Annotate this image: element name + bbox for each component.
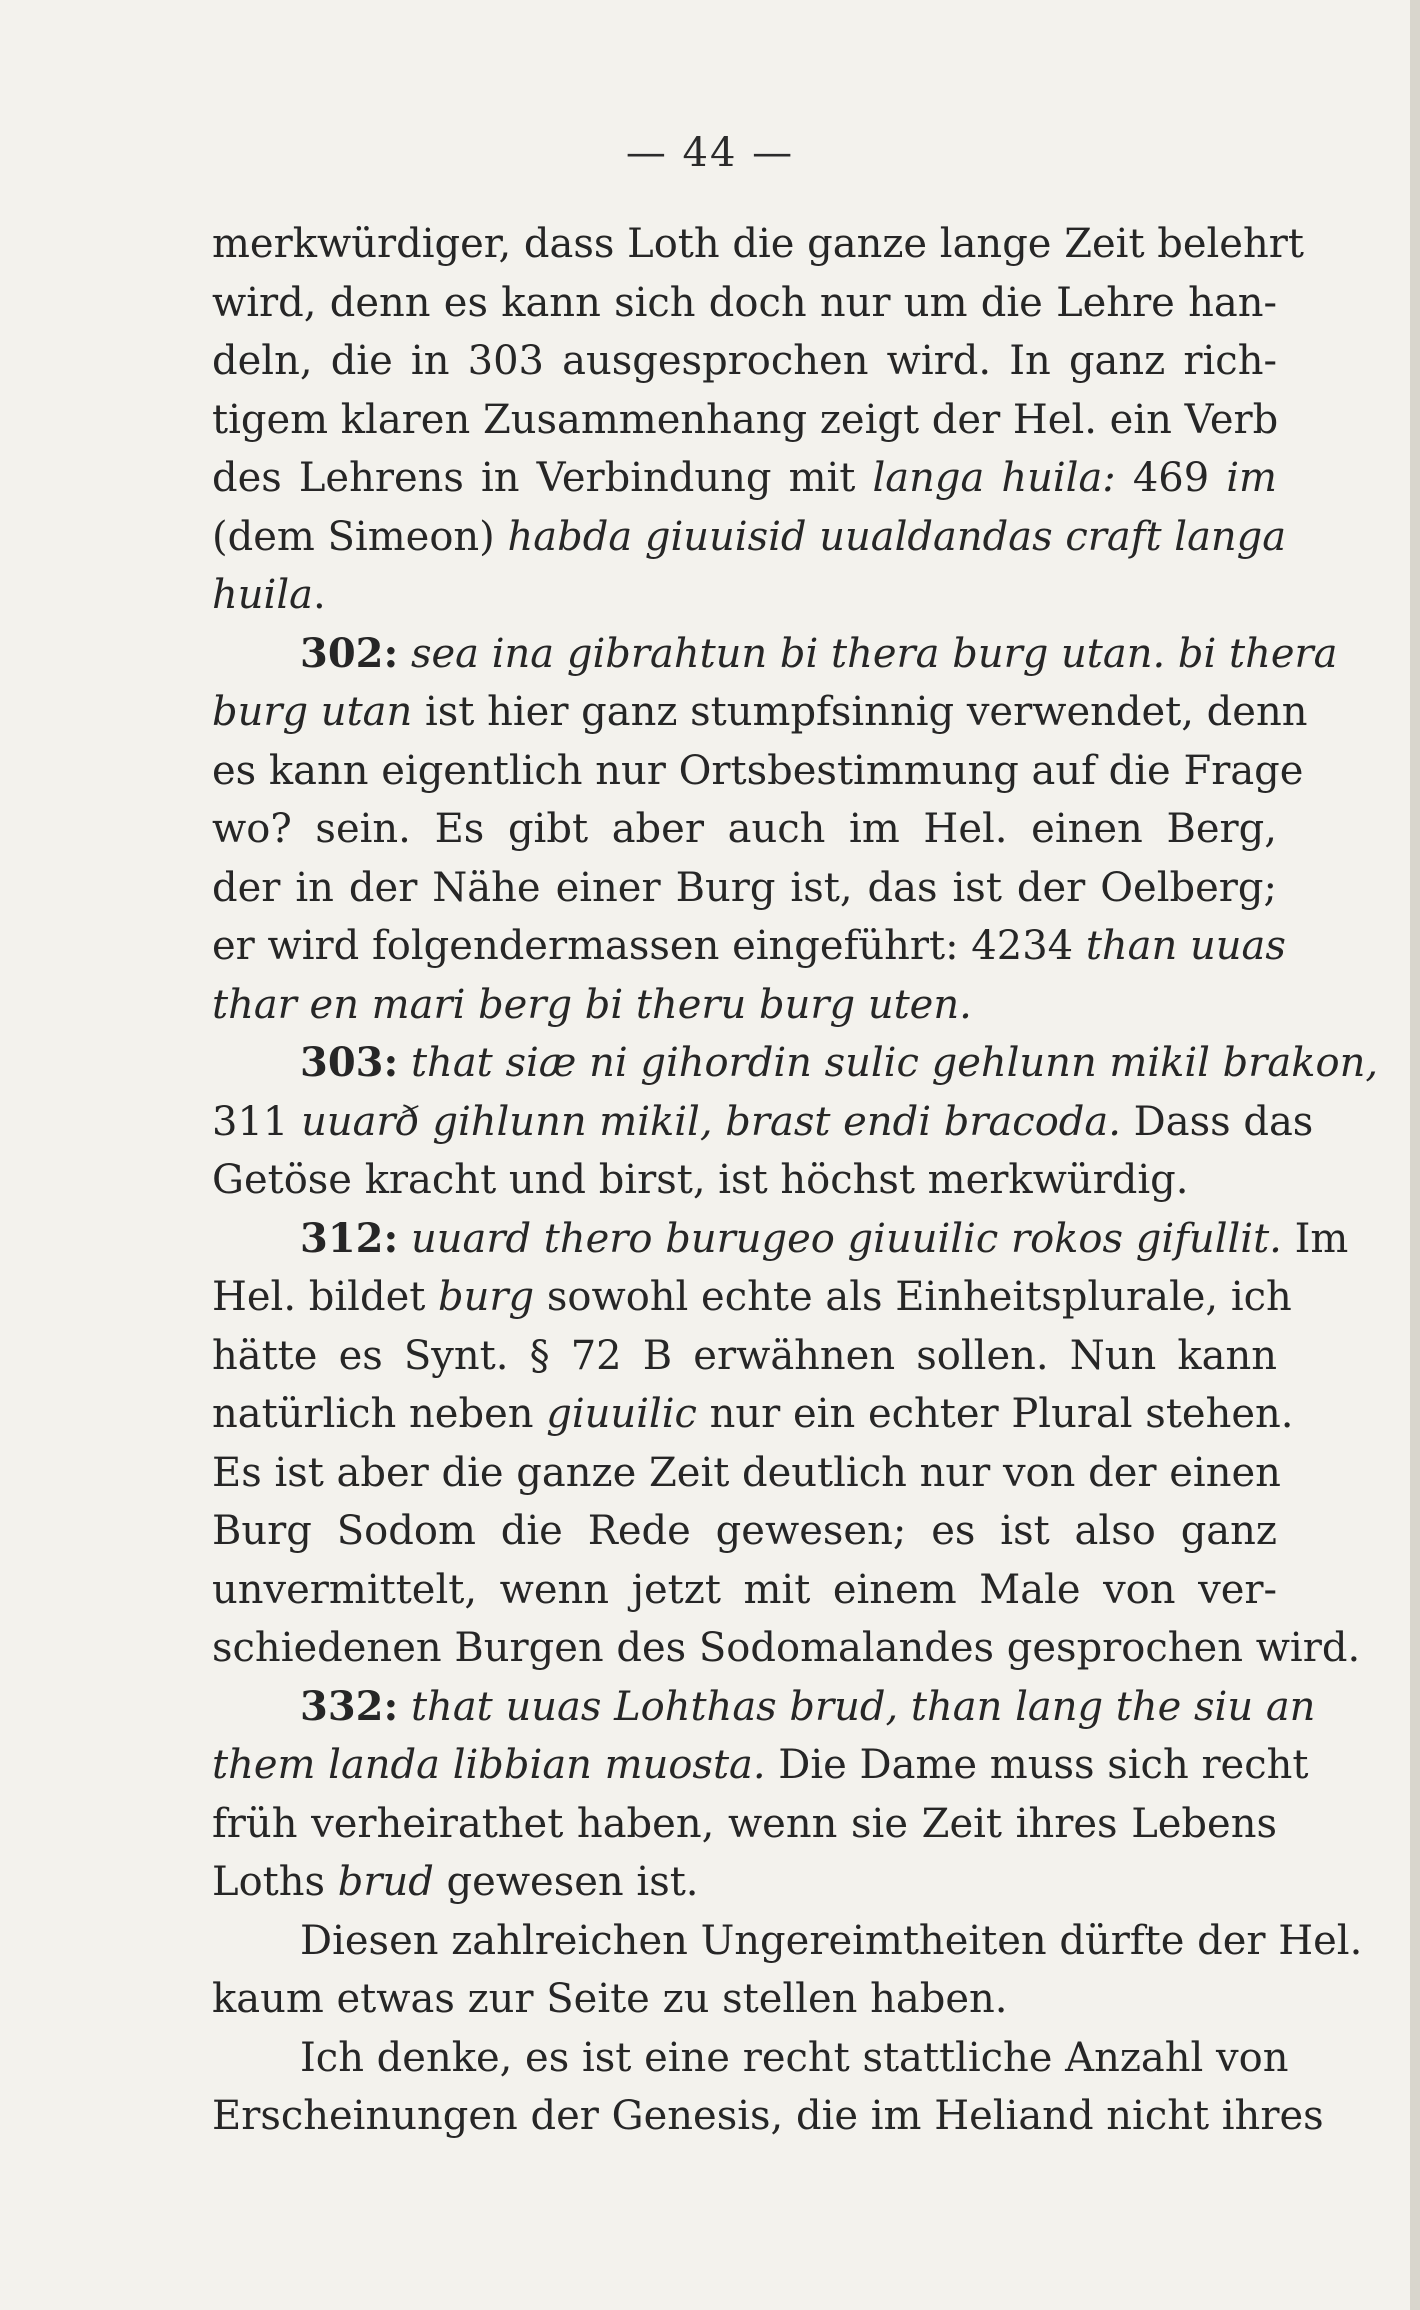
text-line: Hel. bildet burg sowohl echte als Einheitsplurale, ich: [212, 1274, 1292, 1320]
text-line: huila.: [212, 572, 326, 618]
text-line: unvermittelt, wenn jetzt mit einem Male von ver-: [212, 1566, 1277, 1613]
text-line: deln, die in 303 ausgesprochen wird. In ganz rich-: [212, 338, 1277, 384]
text-line: Burg Sodom die Rede gewesen; es ist also ganz: [212, 1508, 1277, 1554]
text-line: wird, denn es kann sich doch nur um die Lehre han-: [212, 279, 1277, 326]
text-line: 312: uuard thero burugeo giuuilic rokos gifullit. Im: [300, 1214, 1349, 1262]
text-line: burg utan ist hier ganz stumpfsinnig verwendet, denn: [212, 689, 1308, 735]
text-line: natürlich neben giuuilic nur ein echter Plural stehen.: [212, 1391, 1294, 1437]
text-line: es kann eigentlich nur Ortsbestimmung auf die Frage: [212, 747, 1304, 794]
text-line: 303: that siæ ni gihordin sulic gehlunn mikil brakon,: [300, 1039, 1379, 1086]
text-line: kaum etwas zur Seite zu stellen haben.: [212, 1976, 1008, 2022]
text-line: Getöse kracht und birst, ist höchst merkwürdig.: [212, 1157, 1189, 1203]
page-number: — 44 —: [625, 130, 795, 176]
text-line: früh verheirathet haben, wenn sie Zeit ihres Lebens: [212, 1800, 1277, 1847]
text-line: Es ist aber die ganze Zeit deutlich nur von der einen: [212, 1449, 1281, 1496]
text-line: merkwürdiger, dass Loth die ganze lange Zeit belehrt: [212, 221, 1304, 267]
text-line: schiedenen Burgen des Sodomalandes gesprochen wird.: [212, 1625, 1361, 1671]
page-edge: [1410, 0, 1420, 2310]
text-line: them landa libbian muosta. Die Dame muss sich recht: [212, 1742, 1309, 1788]
text-line: Loths brud gewesen ist.: [212, 1859, 699, 1905]
text-line: 311 uuarð gihlunn mikil, brast endi bracoda. Dass das: [212, 1098, 1314, 1145]
text-line: Erscheinungen der Genesis, die im Heliand nicht ihres: [212, 2093, 1324, 2139]
text-line: (dem Simeon) habda giuuisid uualdandas craft langa: [212, 513, 1287, 560]
text-line: 332: that uuas Lohthas brud, than lang the siu an: [300, 1682, 1316, 1730]
text-line: Ich denke, es ist eine recht stattliche Anzahl von: [300, 2034, 1289, 2081]
text-line: thar en mari berg bi theru burg uten.: [212, 981, 972, 1028]
text-line: der in der Nähe einer Burg ist, das ist der Oelberg;: [212, 864, 1277, 911]
text-line: 302: sea ina gibrahtun bi thera burg utan. bi thera: [300, 629, 1338, 677]
text-line: hätte es Synt. § 72 B erwähnen sollen. Nun kann: [212, 1332, 1277, 1379]
text-line: er wird folgendermassen eingeführt: 4234 than uuas: [212, 923, 1286, 969]
text-line: Diesen zahlreichen Ungereimtheiten dürfte der Hel.: [300, 1917, 1363, 1964]
text-line: des Lehrens in Verbindung mit langa huila: 469 im: [212, 455, 1277, 501]
text-line: wo? sein. Es gibt aber auch im Hel. einen Berg,: [212, 806, 1277, 852]
text-line: tigem klaren Zusammenhang zeigt der Hel. ein Verb: [212, 396, 1279, 443]
body-text: [212, 215, 1379, 2146]
